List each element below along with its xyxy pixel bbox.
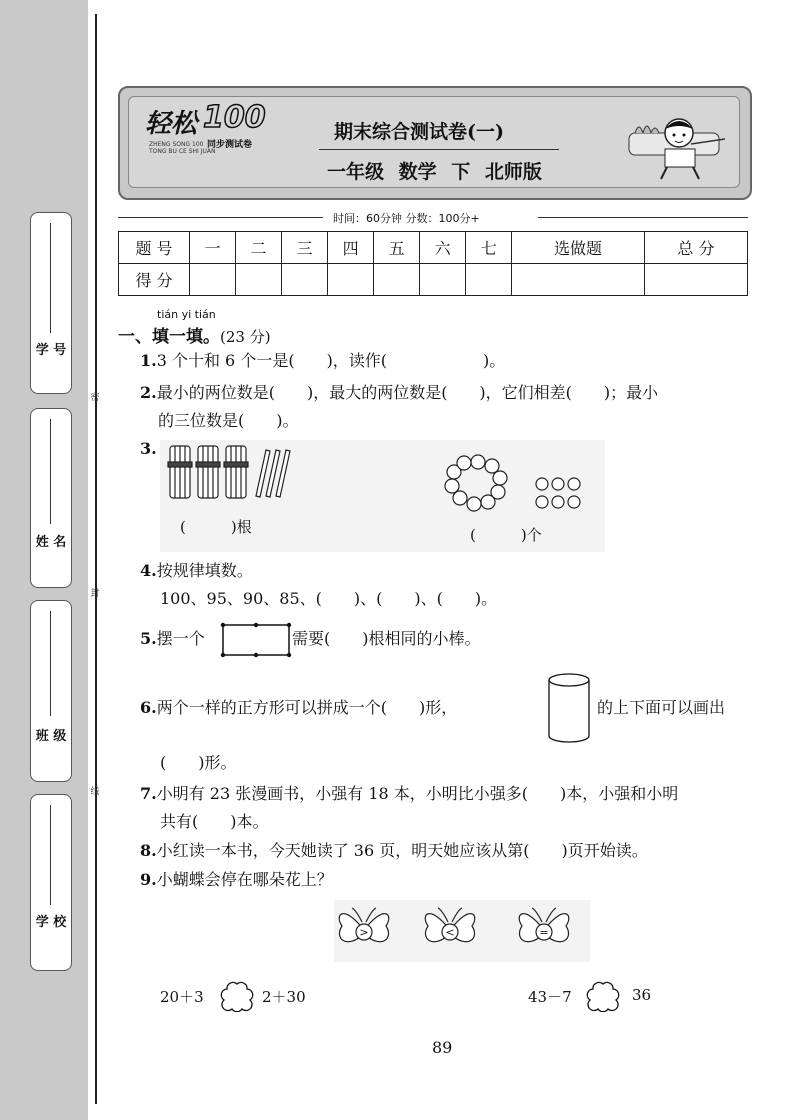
header-cell: 一 <box>190 232 236 264</box>
header-cell: 二 <box>236 232 282 264</box>
exam-header-inner <box>128 96 740 188</box>
section-title <box>118 322 271 347</box>
brand-logo: 轻松 <box>145 109 198 139</box>
student-name-label: 姓 名 <box>35 535 67 550</box>
write-line <box>50 223 51 333</box>
header-cell: 四 <box>328 232 374 264</box>
question-number: 2. <box>140 383 157 402</box>
circle-group-icon <box>536 478 580 508</box>
write-line <box>50 419 51 524</box>
logo-subtext: ZHENG SONG 100 TONG BU CE SHI JUAN <box>149 141 216 155</box>
flower-blank-icon[interactable] <box>218 980 256 1012</box>
expression-2-right: 36 <box>632 986 652 1004</box>
question-number: 7. <box>140 784 157 803</box>
question-5 <box>140 628 205 650</box>
flower-blank-icon[interactable] <box>584 980 622 1012</box>
question-text: 3 个十和 6 个一是( )，读作( )。 <box>156 351 506 370</box>
score-cell[interactable] <box>644 264 747 296</box>
time-score-text: 时间：60分钟 分数：100分+ <box>333 212 480 225</box>
class-box[interactable] <box>30 600 72 782</box>
question-number: 3. <box>140 439 157 458</box>
rectangle-sticks-icon <box>220 622 292 658</box>
cut-mark-line: 线 <box>90 787 100 797</box>
question-7 <box>140 783 678 805</box>
question-4 <box>140 560 253 582</box>
question-6-line2: ( )形。 <box>160 753 237 772</box>
butterfly-sign: = <box>539 926 549 939</box>
timebar-line-left <box>118 217 323 218</box>
cut-mark-seal: 密 <box>90 393 100 403</box>
section-title-text: 一、填一填。 <box>118 327 220 347</box>
question-text: 小明有 23 张漫画书，小强有 18 本，小明比小强多( )本，小强和小明 <box>156 784 679 803</box>
header-cell: 七 <box>466 232 512 264</box>
page-number: 89 <box>432 1038 453 1057</box>
header-cell: 总 分 <box>644 232 747 264</box>
score-cell[interactable] <box>420 264 466 296</box>
student-id-box[interactable] <box>30 212 72 394</box>
question-number: 8. <box>140 841 157 860</box>
question-3-right-answer[interactable]: ( )个 <box>470 526 542 544</box>
score-table-header-row <box>119 232 748 264</box>
expression-1-left: 20＋3 <box>160 988 204 1006</box>
score-row-label: 得 分 <box>119 264 190 296</box>
question-text: 小红读一本书，今天她读了 36 页，明天她应该从第( )页开始读。 <box>156 841 648 860</box>
butterfly-sign: > <box>359 926 369 939</box>
header-cell: 三 <box>282 232 328 264</box>
boy-reading-icon <box>621 105 731 185</box>
question-6-after: 的上下面可以画出 <box>597 698 726 717</box>
header-cell: 选做题 <box>512 232 645 264</box>
question-9 <box>140 869 333 891</box>
single-stick-icon <box>256 450 290 497</box>
logo-100-graphic <box>197 97 287 137</box>
butterfly-sign: < <box>445 926 455 939</box>
question-7-line2: 共有( )本。 <box>160 812 269 831</box>
question-text: 两个一样的正方形可以拼成一个( )形， <box>156 698 458 717</box>
question-4-sequence: 100、95、90、85、( )、( )、( )。 <box>160 589 498 608</box>
timebar-line-right <box>538 217 748 218</box>
question-text: 最小的两位数是( )，最大的两位数是( )，它们相差( )；最小 <box>156 383 659 402</box>
question-number: 1. <box>140 351 157 370</box>
cut-mark-close: 封 <box>90 589 100 599</box>
write-line <box>50 805 51 905</box>
question-number: 5. <box>140 629 157 648</box>
circle-ring-icon <box>445 455 507 511</box>
score-cell[interactable] <box>512 264 645 296</box>
score-cell[interactable] <box>282 264 328 296</box>
student-name-box[interactable] <box>30 408 72 588</box>
score-cell[interactable] <box>236 264 282 296</box>
section-points: (23 分) <box>220 328 271 346</box>
exam-header <box>118 86 752 200</box>
question-6 <box>140 697 457 719</box>
school-label: 学 校 <box>35 915 67 930</box>
question-5-after: 需要( )根相同的小棒。 <box>292 629 481 648</box>
question-text: 小蝴蝶会停在哪朵花上？ <box>156 870 333 889</box>
butterflies-graphic <box>334 900 590 962</box>
binding-line <box>95 14 97 1104</box>
write-line <box>50 611 51 716</box>
question-3-left-answer[interactable]: ( )根 <box>180 518 252 536</box>
question-8 <box>140 840 648 862</box>
question-number: 9. <box>140 870 157 889</box>
score-table-score-row <box>119 264 748 296</box>
question-2-line2: 的三位数是( )。 <box>158 411 299 430</box>
question-number: 6. <box>140 698 157 717</box>
logo-tag: 同步测试卷 <box>207 140 253 150</box>
question-2 <box>140 382 658 404</box>
question-text: 按规律填数。 <box>156 561 253 580</box>
exam-title: 期末综合测试卷(一) <box>334 121 504 143</box>
score-table <box>118 231 748 296</box>
header-cell: 六 <box>420 232 466 264</box>
butterflies-figure <box>334 900 590 962</box>
expression-2-left: 43－7 <box>528 988 572 1006</box>
cylinder-icon <box>545 672 593 744</box>
expression-1-right: 2＋30 <box>262 988 306 1006</box>
score-cell[interactable] <box>374 264 420 296</box>
score-cell[interactable] <box>190 264 236 296</box>
butterfly-icon <box>519 908 569 942</box>
question-text: 摆一个 <box>156 629 205 648</box>
section-pinyin: tián yi tián <box>157 308 216 321</box>
exam-subtitle: 一年级 数学 下 北师版 <box>327 161 542 183</box>
student-id-label: 学 号 <box>35 343 67 358</box>
question-3 <box>140 438 157 460</box>
time-score-bar <box>118 210 748 226</box>
title-divider <box>319 149 559 150</box>
score-cell[interactable] <box>466 264 512 296</box>
question-1 <box>140 350 505 372</box>
butterfly-icon <box>339 908 389 942</box>
class-label: 班 级 <box>35 729 67 744</box>
school-box[interactable] <box>30 794 72 971</box>
question-number: 4. <box>140 561 157 580</box>
header-cell: 五 <box>374 232 420 264</box>
butterfly-icon <box>425 908 475 942</box>
score-cell[interactable] <box>328 264 374 296</box>
logo-100-text: 100 <box>203 100 266 135</box>
header-cell: 题 号 <box>119 232 190 264</box>
stick-bundle-icon <box>168 446 248 498</box>
